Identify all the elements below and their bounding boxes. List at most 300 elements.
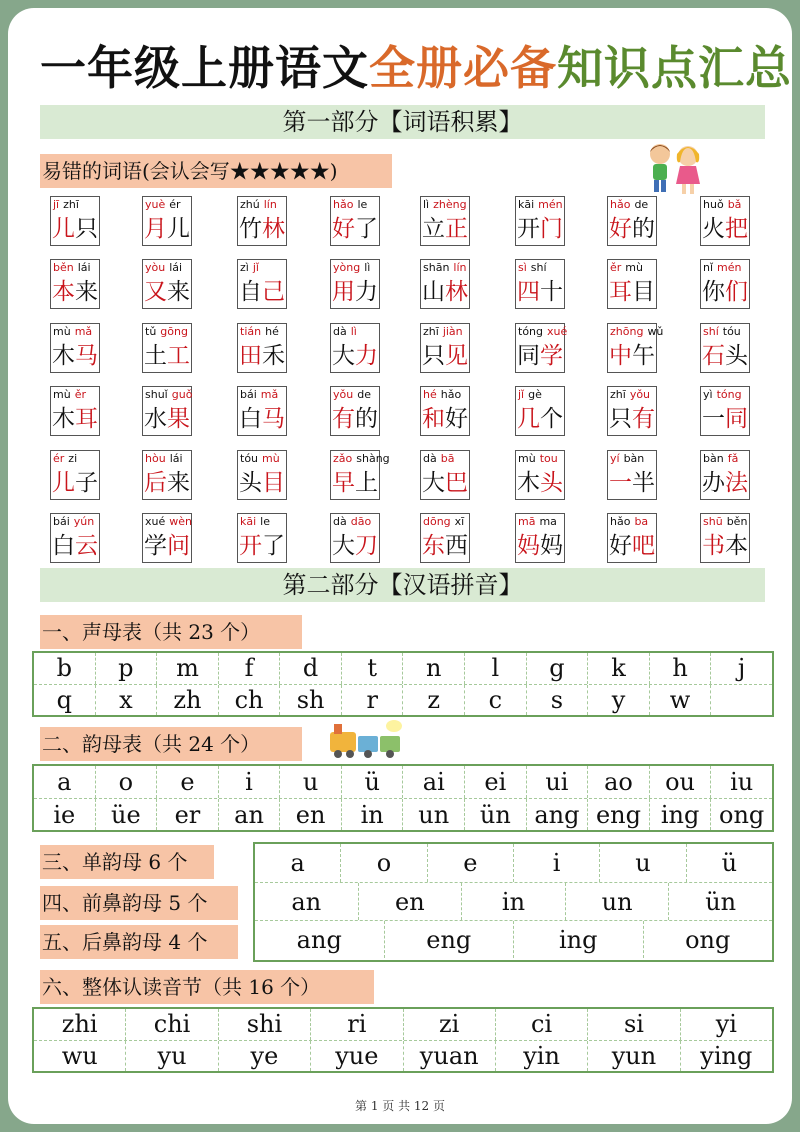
word-card [330,450,390,500]
hanzi-char: 目 [632,279,655,305]
word-pinyin [516,515,564,529]
pinyin-cell: un [566,883,670,920]
pinyin-cell: b [34,653,96,684]
hanzi-char: 耳 [75,406,98,432]
pinyin-syllable: de [357,388,371,401]
pinyin-syllable: lái [169,261,183,274]
pinyin-syllable: hé [265,325,279,338]
word-pinyin [421,388,469,402]
word-hanzi [238,530,286,562]
pinyin-cell [711,685,772,715]
hanzi-char: 西 [445,533,468,559]
pinyin-cell: o [96,766,158,798]
word-pinyin [516,198,564,212]
dan-header: 三、单韵母 6 个 [40,845,214,879]
pinyin-cell: p [96,653,158,684]
title-part-3: 知识点汇总 [557,41,792,95]
word-pinyin [701,198,749,212]
hanzi-char: 林 [262,216,285,242]
word-card [420,196,470,246]
pinyin-cell: s [527,685,589,715]
word-pinyin [51,452,99,466]
word-card [237,513,287,563]
hanzi-char: 子 [75,470,98,496]
pinyin-syllable: wèn [169,515,192,528]
pinyin-syllable: hǎo [333,198,354,211]
word-pinyin [238,515,286,529]
hanzi-char: 把 [725,216,748,242]
hanzi-char: 水 [144,406,167,432]
hanzi-char: 头 [239,470,262,496]
pinyin-syllable: ěr [610,261,622,274]
pinyin-syllable: běn [726,515,748,528]
hanzi-char: 月 [144,216,167,242]
word-pinyin [701,515,749,529]
hanzi-char: 问 [167,533,190,559]
word-pinyin [143,388,191,402]
pinyin-syllable: zi [68,452,78,465]
words-header: 易错的词语(会认会写★★★★★) [40,154,392,188]
word-card [142,450,192,500]
pinyin-cell: ch [219,685,281,715]
pinyin-syllable: mù [53,388,71,401]
word-hanzi [238,467,286,499]
pinyin-syllable: yuè [145,198,166,211]
pinyin-cell: d [280,653,342,684]
pinyin-cell: ü [342,766,404,798]
pinyin-syllable: mù [262,452,280,465]
pinyin-syllable: bǎ [727,198,742,211]
pinyin-syllable: mù [53,325,71,338]
hanzi-char: 石 [702,343,725,369]
word-hanzi [238,276,286,308]
pinyin-syllable: jǐ [252,261,259,274]
pinyin-syllable: ěr [74,388,86,401]
word-card [700,513,750,563]
word-hanzi [421,340,469,372]
qian-row [255,882,772,920]
word-card [237,386,287,436]
pinyin-syllable: jiàn [442,325,463,338]
word-card [50,259,100,309]
pinyin-cell: yue [311,1041,403,1071]
pinyin-cell: ang [527,799,589,830]
pinyin-cell: ong [719,801,765,829]
page-footer: 第 1 页 共 12 页 [355,1099,445,1113]
hanzi-char: 有 [632,406,655,432]
hanzi-char: 同 [725,406,748,432]
pinyin-cell: zh [157,685,219,715]
pinyin-cell: yin [496,1041,588,1071]
pinyin-syllable: mén [717,261,742,274]
hanzi-char: 法 [725,470,748,496]
pinyin-syllable: nǐ [703,261,714,274]
hanzi-char: 书 [702,533,725,559]
hanzi-char: 妈 [517,533,540,559]
pinyin-cell: h [650,653,712,684]
pinyin-cell: y [588,685,650,715]
word-card [420,513,470,563]
word-card [700,196,750,246]
word-hanzi [143,530,191,562]
hanzi-char: 儿 [52,470,75,496]
hanzi-char: 早 [332,470,355,496]
train-illustration [328,718,404,760]
pinyin-cell: shi [219,1009,311,1040]
section-2-header: 第二部分【汉语拼音】 [40,568,765,602]
pinyin-cell: sh [280,685,342,715]
hanzi-char: 后 [144,470,167,496]
word-hanzi [51,213,99,245]
pinyin-syllable: hòu [145,452,166,465]
pinyin-cell: in [342,799,404,830]
word-card [330,196,380,246]
word-card [420,450,470,500]
pinyin-syllable: sì [518,261,527,274]
word-hanzi [701,213,749,245]
word-hanzi [516,213,564,245]
title-part-2: 全册必备 [369,41,557,95]
word-card [237,259,287,309]
pinyin-cell: o [341,844,427,882]
pinyin-cell: e [157,766,219,798]
hanzi-char: 木 [517,470,540,496]
word-card [142,386,192,436]
word-hanzi [421,403,469,435]
pinyin-syllable: mǎ [74,325,93,338]
word-hanzi [51,340,99,372]
pinyin-cell: a [34,766,96,798]
pinyin-syllable: zhú [240,198,260,211]
word-hanzi [51,403,99,435]
hanzi-char: 一 [702,406,725,432]
hanzi-char: 木 [52,406,75,432]
hanzi-char: 十 [540,279,563,305]
hanzi-char: 土 [144,343,167,369]
word-hanzi [331,403,379,435]
pinyin-row [34,798,772,830]
pinyin-cell: j [737,654,746,682]
pinyin-row [34,1040,772,1071]
word-card [700,386,750,436]
pinyin-syllable: bái [240,388,257,401]
word-hanzi [143,403,191,435]
hanzi-char: 自 [239,279,262,305]
word-pinyin [143,452,191,466]
word-hanzi [608,340,656,372]
pinyin-syllable: tǔ [145,325,157,338]
pinyin-cell: ing [514,921,644,958]
word-pinyin [238,452,286,466]
word-hanzi [701,530,749,562]
word-card [420,323,470,373]
word-card [142,513,192,563]
pinyin-syllable: tóng [518,325,543,338]
word-pinyin [238,198,286,212]
word-pinyin [143,325,191,339]
yunmu-header: 二、韵母表（共 24 个） [40,727,302,761]
pinyin-cell: an [219,799,281,830]
pinyin-cell: un [403,799,465,830]
hanzi-char: 东 [422,533,445,559]
hanzi-char: 头 [540,470,563,496]
pinyin-syllable: huǒ [703,198,724,211]
pinyin-syllable: zhī [610,388,626,401]
word-pinyin [238,325,286,339]
shengmu-table [32,651,774,717]
pinyin-syllable: fǎ [727,452,739,465]
pinyin-cell: ing [650,799,712,830]
hanzi-char: 半 [632,470,655,496]
word-hanzi [516,276,564,308]
word-card [515,513,565,563]
word-pinyin [331,325,379,339]
pinyin-syllable: shuǐ [145,388,168,401]
hanzi-char: 一 [609,470,632,496]
pinyin-syllable: de [634,198,649,211]
word-hanzi [701,467,749,499]
hanzi-char: 的 [632,216,655,242]
hanzi-char: 只 [609,406,632,432]
pinyin-syllable: hé [423,388,437,401]
word-hanzi [331,276,379,308]
pinyin-cell: n [403,653,465,684]
pinyin-syllable: dōng [423,515,451,528]
hanzi-char: 云 [75,533,98,559]
hanzi-char: 本 [725,533,748,559]
word-pinyin [143,515,191,529]
word-pinyin [608,261,656,275]
pinyin-syllable: ba [634,515,649,528]
pinyin-cell: f [219,653,281,684]
pinyin-cell: k [588,653,650,684]
pinyin-syllable: le [260,515,270,528]
pinyin-syllable: bái [53,515,70,528]
hanzi-char: 了 [355,216,378,242]
pinyin-cell: ui [527,766,589,798]
word-pinyin [331,452,390,466]
zhengti-table [32,1007,774,1073]
hanzi-char: 吧 [632,533,655,559]
pinyin-syllable: lín [453,261,467,274]
shengmu-header: 一、声母表（共 23 个） [40,615,302,649]
page-title [40,38,792,98]
pinyin-syllable: mén [538,198,563,211]
word-hanzi [331,467,379,499]
word-card [142,196,192,246]
hanzi-char: 耳 [609,279,632,305]
pinyin-syllable: shān [423,261,450,274]
pinyin-syllable: gè [528,388,542,401]
word-card [330,323,380,373]
word-card [420,259,470,309]
hanzi-char: 四 [517,279,540,305]
hanzi-char: 学 [540,343,563,369]
word-pinyin [421,515,469,529]
word-card [420,386,470,436]
hanzi-char: 好 [445,406,468,432]
word-hanzi [516,467,564,499]
word-hanzi [331,340,379,372]
word-hanzi [608,276,656,308]
word-pinyin [701,261,749,275]
pinyin-syllable: xué [145,515,166,528]
pinyin-syllable: yòu [145,261,166,274]
word-card [607,513,657,563]
pinyin-syllable: wǔ [647,325,664,338]
pinyin-cell: l [465,653,527,684]
pinyin-syllable: shàng [356,452,390,465]
word-pinyin [701,452,749,466]
hanzi-char: 中 [609,343,632,369]
hanzi-char: 几 [517,406,540,432]
hanzi-char: 力 [355,343,378,369]
pinyin-cell: ün [465,799,527,830]
hanzi-char: 好 [332,216,355,242]
pinyin-syllable: hǎo [440,388,462,401]
pinyin-cell: g [527,653,589,684]
hanzi-char: 头 [725,343,748,369]
word-pinyin [608,452,656,466]
pinyin-cell: ang [255,921,385,958]
dan-row [255,844,772,882]
pinyin-syllable: jī [53,198,60,211]
hanzi-char: 禾 [262,343,285,369]
pinyin-syllable: tóu [240,452,259,465]
pinyin-syllable: xué [547,325,568,338]
hanzi-char: 大 [332,343,355,369]
pinyin-cell: eng [588,799,650,830]
hanzi-char: 又 [144,279,167,305]
pinyin-syllable: lì [364,261,371,274]
word-pinyin [51,261,99,275]
word-card [700,450,750,500]
pinyin-syllable: mā [518,515,536,528]
pinyin-syllable: hǎo [610,515,631,528]
pinyin-syllable: hǎo [610,198,631,211]
word-card [515,386,565,436]
word-hanzi [143,467,191,499]
pinyin-cell: a [255,844,341,882]
pinyin-syllable: bàn [703,452,724,465]
pinyin-cell: in [462,883,566,920]
hanzi-char: 了 [262,533,285,559]
hanzi-char: 见 [445,343,468,369]
pinyin-syllable: ér [169,198,181,211]
hanzi-char: 力 [355,279,378,305]
word-hanzi [421,530,469,562]
word-card [515,450,565,500]
hanzi-char: 开 [239,533,262,559]
word-hanzi [143,213,191,245]
word-card [50,450,100,500]
hanzi-char: 大 [422,470,445,496]
pinyin-syllable: dà [423,452,437,465]
hanzi-char: 火 [702,216,725,242]
title-part-1: 一年级上册语文 [40,41,369,95]
pinyin-cell: üe [96,799,158,830]
pinyin-syllable: ma [539,515,557,528]
word-pinyin [51,198,99,212]
pinyin-cell: u [600,844,686,882]
pinyin-syllable: zhī [63,198,79,211]
word-pinyin [143,198,191,212]
word-hanzi [421,213,469,245]
pinyin-cell: si [588,1009,680,1040]
pinyin-row [34,1009,772,1040]
hanzi-char: 木 [52,343,75,369]
word-card [515,259,565,309]
hanzi-char: 上 [355,470,378,496]
pinyin-syllable: tóng [716,388,742,401]
pinyin-cell: ci [496,1009,588,1040]
hanzi-char: 儿 [52,216,75,242]
pinyin-syllable: lái [77,261,91,274]
pinyin-cell: zhi [34,1009,126,1040]
pinyin-cell: iu [730,768,754,796]
word-grid [50,196,755,566]
pinyin-syllable: tóu [722,325,741,338]
pinyin-cell: zi [404,1009,496,1040]
hanzi-char: 目 [262,470,285,496]
pinyin-cell: ü [721,849,738,877]
word-hanzi [143,340,191,372]
hanzi-char: 来 [75,279,98,305]
hanzi-char: 工 [167,343,190,369]
word-hanzi [701,403,749,435]
pinyin-syllable: mù [625,261,643,274]
word-hanzi [608,467,656,499]
word-hanzi [238,213,286,245]
pinyin-cell: eng [385,921,515,958]
pinyin-cell: chi [126,1009,218,1040]
word-pinyin [701,325,749,339]
pinyin-syllable: le [357,198,368,211]
pinyin-cell: en [359,883,463,920]
pinyin-syllable: gōng [160,325,188,338]
word-hanzi [51,467,99,499]
pinyin-syllable: tou [539,452,558,465]
hanzi-char: 正 [445,216,468,242]
hanzi-char: 大 [332,533,355,559]
hanzi-char: 好 [609,533,632,559]
word-pinyin [143,261,191,275]
word-pinyin [421,261,469,275]
word-card [237,323,287,373]
word-pinyin [608,388,656,402]
hanzi-char: 门 [540,216,563,242]
pinyin-cell: e [428,844,514,882]
word-card [700,323,750,373]
word-pinyin [238,261,286,275]
pinyin-syllable: shí [530,261,547,274]
pinyin-cell: ün [705,888,737,916]
pinyin-syllable: mǎ [260,388,279,401]
word-hanzi [421,467,469,499]
word-card [330,386,380,436]
word-card [237,196,287,246]
hanzi-char: 田 [239,343,262,369]
hanzi-char: 和 [422,406,445,432]
word-pinyin [238,388,286,402]
pinyin-syllable: yòng [333,261,361,274]
word-hanzi [51,530,99,562]
pinyin-cell: c [465,685,527,715]
word-hanzi [238,340,286,372]
pinyin-syllable: zhī [423,325,439,338]
pinyin-syllable: yún [73,515,95,528]
pinyin-syllable: zǎo [333,452,353,465]
